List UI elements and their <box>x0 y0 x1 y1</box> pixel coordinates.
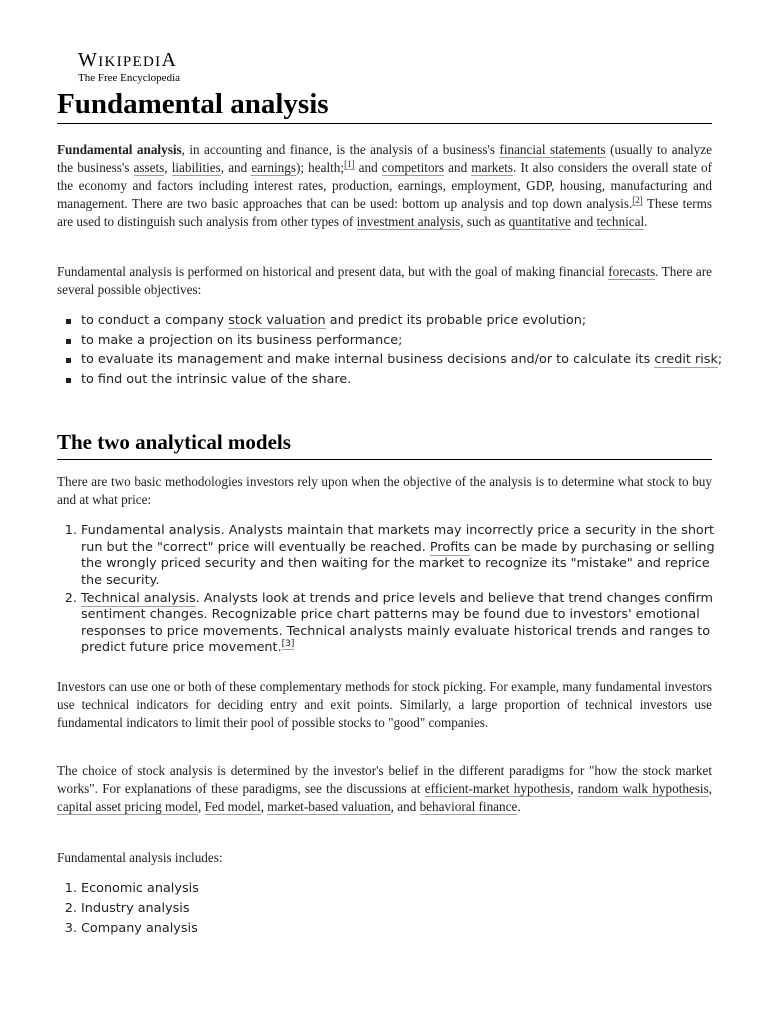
reference-3[interactable]: [3] <box>281 638 295 649</box>
link-technical-analysis[interactable]: Technical analysis <box>81 590 196 606</box>
list-item: 1. Economic analysis <box>81 880 731 899</box>
link-competitors[interactable]: competitors <box>381 160 445 175</box>
list-item: to evaluate its management and make internal business decisions and/or to calculate its credit risk; <box>81 352 731 369</box>
list-item: 2. Technical analysis. Analysts look at trends and price levels and believe that trend changes confirm sentiment changes. Recognizable price chart patterns may be found due to investors' emotional responses to price movements. Technical analysts mainly evaluate historical trends and ranges to predict future price movement.[3] <box>81 591 731 657</box>
link-credit-risk[interactable]: credit risk <box>654 352 718 367</box>
section-heading: The two analytical models <box>57 428 712 460</box>
logo-tagline: The Free Encyclopedia <box>78 72 181 84</box>
bullet-marker <box>66 319 71 324</box>
reference-2[interactable]: [2] <box>632 194 643 205</box>
list-item: 3. Company analysis <box>81 920 731 939</box>
bold-term: Fundamental analysis <box>57 142 182 157</box>
link-efficient-market-hypothesis[interactable]: efficient-market hypothesis <box>424 781 571 796</box>
complementary-methods-paragraph: Investors can use one or both of these complementary methods for stock picking. For example, many fundamental investors use technical indicators for deciding entry and exit points. Similarly, a large proportion of technical investors use fundamental indicators to limit their pool of possible stocks to "good" companies. <box>57 679 712 730</box>
objectives-list <box>60 313 731 391</box>
link-quantitative[interactable]: quantitative <box>508 214 571 229</box>
includes-paragraph: Fundamental analysis includes: <box>57 850 223 865</box>
list-item: 2. Industry analysis <box>81 900 731 919</box>
objectives-paragraph: Fundamental analysis is performed on historical and present data, but with the goal of making financial forecasts. There are several possible objectives: <box>57 264 712 297</box>
list-item: to find out the intrinsic value of the share. <box>81 372 731 389</box>
link-market-based-valuation[interactable]: market-based valuation <box>267 799 391 814</box>
link-liabilities[interactable]: liabilities <box>171 160 221 175</box>
includes-list <box>60 880 731 940</box>
link-capital-asset-pricing-model[interactable]: capital asset pricing model <box>57 799 198 814</box>
models-list <box>60 523 731 658</box>
link-investment-analysis[interactable]: investment analysis <box>356 214 461 229</box>
link-markets[interactable]: markets <box>471 160 514 175</box>
link-fed-model[interactable]: Fed model <box>204 799 261 814</box>
reference-1[interactable]: [1] <box>344 158 355 169</box>
bullet-marker <box>66 358 71 363</box>
list-item: 1. Fundamental analysis. Analysts maintain that markets may incorrectly price a security in the short run but the "correct" price will eventually be reached. Profits can be made by purchasing or selling the wrongly priced security and then waiting for the market to recognize its "mistake" and reprice the security. <box>81 523 731 589</box>
wikipedia-logo[interactable] <box>78 49 180 85</box>
link-earnings[interactable]: earnings <box>251 160 297 175</box>
bullet-marker <box>66 378 71 383</box>
list-item: to make a projection on its business performance; <box>81 333 731 350</box>
link-stock-valuation[interactable]: stock valuation <box>228 313 326 328</box>
link-financial-statements[interactable]: financial statements <box>499 142 606 157</box>
intro-paragraph: Fundamental analysis, in accounting and finance, is the analysis of a business's financial statements (usually to analyze the business's assets, liabilities, and earnings); health;[1] and competitors and markets. It also considers the overall state of the economy and factors including interest rates, production, earnings, employment, GDP, housing, manufacturing and management. There are two basic approaches that can be used: bottom up analysis and top down analysis.[2] These terms are used to distinguish such analysis from other types of investment analysis, such as quantitative and technical. <box>57 142 712 229</box>
link-profits[interactable]: Profits <box>429 539 470 555</box>
link-forecasts[interactable]: forecasts <box>608 264 656 279</box>
link-assets[interactable]: assets <box>133 160 165 175</box>
link-technical[interactable]: technical <box>596 214 645 229</box>
logo-wordmark: WIKIPEDIA <box>78 49 178 71</box>
paradigms-paragraph: The choice of stock analysis is determined by the investor's belief in the different paradigms for "how the stock market works". For explanations of these paradigms, see the discussions at efficient-market hypothesis, random walk hypothesis, capital asset pricing model, Fed model, market-based valuation, and behavioral finance. <box>57 763 713 814</box>
list-item: to conduct a company stock valuation and predict its probable price evolution; <box>81 313 731 330</box>
bullet-marker <box>66 339 71 344</box>
page-title: Fundamental analysis <box>57 86 712 124</box>
link-behavioral-finance[interactable]: behavioral finance <box>419 799 518 814</box>
methodologies-paragraph: There are two basic methodologies investors rely upon when the objective of the analysis is to determine what stock to buy and at what price: <box>57 474 712 507</box>
link-random-walk-hypothesis[interactable]: random walk hypothesis <box>577 781 709 796</box>
